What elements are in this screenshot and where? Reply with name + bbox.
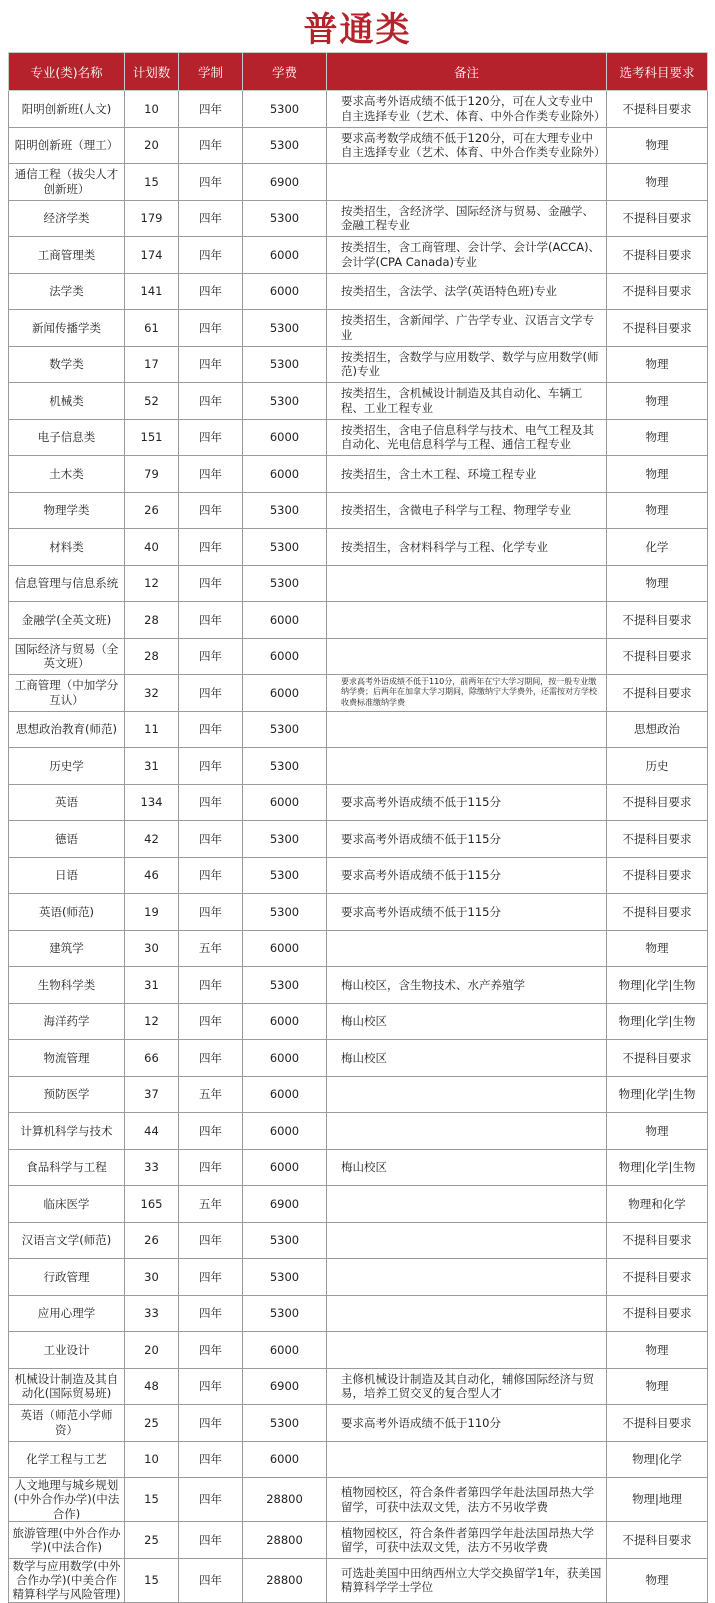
tuition-cell: 5300 xyxy=(243,748,327,785)
plan-count-cell: 19 xyxy=(125,894,179,931)
duration-cell: 四年 xyxy=(179,200,243,237)
subject-requirement-cell: 不提科目要求 xyxy=(607,602,708,639)
table-row xyxy=(9,529,708,566)
duration-cell: 四年 xyxy=(179,164,243,201)
note-cell: 按类招生，含经济学、国际经济与贸易、金融学、金融工程专业 xyxy=(327,200,607,237)
tuition-cell: 5300 xyxy=(243,967,327,1004)
note-cell: 按类招生，含微电子科学与工程、物理学专业 xyxy=(327,492,607,529)
duration-cell: 四年 xyxy=(179,675,243,712)
duration-cell: 四年 xyxy=(179,1259,243,1296)
plan-count-cell: 12 xyxy=(125,565,179,602)
note-cell: 要求高考外语成绩不低于115分 xyxy=(327,857,607,894)
duration-cell: 四年 xyxy=(179,1003,243,1040)
plan-count-cell: 25 xyxy=(125,1522,179,1559)
tuition-cell: 6000 xyxy=(243,1332,327,1369)
tuition-cell: 6900 xyxy=(243,1186,327,1223)
table-row xyxy=(9,602,708,639)
note-cell xyxy=(327,565,607,602)
table-row xyxy=(9,1558,708,1602)
note-cell: 植物园校区，符合条件者第四学年赴法国昂热大学留学，可获中法双文凭，法方不另收学费 xyxy=(327,1522,607,1559)
subject-requirement-cell: 不提科目要求 xyxy=(607,200,708,237)
tuition-cell: 6900 xyxy=(243,1368,327,1405)
tuition-cell: 6000 xyxy=(243,419,327,456)
table-row xyxy=(9,237,708,274)
note-cell xyxy=(327,602,607,639)
subject-requirement-cell: 物理 xyxy=(607,1368,708,1405)
tuition-cell: 6000 xyxy=(243,602,327,639)
duration-cell: 五年 xyxy=(179,1186,243,1223)
duration-cell: 四年 xyxy=(179,456,243,493)
tuition-cell: 6000 xyxy=(243,1149,327,1186)
plan-count-cell: 151 xyxy=(125,419,179,456)
note-cell: 按类招生，含机械设计制造及其自动化、车辆工程、工业工程专业 xyxy=(327,383,607,420)
tuition-cell: 28800 xyxy=(243,1558,327,1602)
subject-requirement-cell: 物理 xyxy=(607,346,708,383)
major-name-cell: 法学类 xyxy=(9,273,125,310)
tuition-cell: 6000 xyxy=(243,1441,327,1478)
major-name-cell: 化学工程与工艺 xyxy=(9,1441,125,1478)
subject-requirement-cell: 物理和化学 xyxy=(607,1186,708,1223)
subject-requirement-cell: 物理 xyxy=(607,1558,708,1602)
subject-requirement-cell: 化学 xyxy=(607,529,708,566)
note-cell: 按类招生，含数学与应用数学、数学与应用数学(师范)专业 xyxy=(327,346,607,383)
major-name-cell: 阳明创新班(人文) xyxy=(9,91,125,128)
plan-count-cell: 134 xyxy=(125,784,179,821)
table-row xyxy=(9,1478,708,1522)
table-row xyxy=(9,310,708,347)
table-row xyxy=(9,383,708,420)
major-name-cell: 临床医学 xyxy=(9,1186,125,1223)
table-row xyxy=(9,748,708,785)
major-name-cell: 应用心理学 xyxy=(9,1295,125,1332)
tuition-cell: 6000 xyxy=(243,1040,327,1077)
tuition-cell: 6000 xyxy=(243,1113,327,1150)
duration-cell: 四年 xyxy=(179,1558,243,1602)
major-name-cell: 工商管理类 xyxy=(9,237,125,274)
plan-count-cell: 44 xyxy=(125,1113,179,1150)
note-cell: 要求高考外语成绩不低于115分 xyxy=(327,821,607,858)
plan-count-cell: 32 xyxy=(125,675,179,712)
major-name-cell: 生物科学类 xyxy=(9,967,125,1004)
duration-cell: 四年 xyxy=(179,1149,243,1186)
table-row xyxy=(9,164,708,201)
tuition-cell: 5300 xyxy=(243,1295,327,1332)
plan-count-cell: 174 xyxy=(125,237,179,274)
major-name-cell: 旅游管理(中外合作办学)(中法合作) xyxy=(9,1522,125,1559)
header-fee: 学费 xyxy=(243,53,327,91)
tuition-cell: 6900 xyxy=(243,164,327,201)
table-row xyxy=(9,1441,708,1478)
subject-requirement-cell: 不提科目要求 xyxy=(607,237,708,274)
table-row xyxy=(9,346,708,383)
page-title: 普通类 xyxy=(303,9,412,50)
major-name-cell: 国际经济与贸易（全英文班） xyxy=(9,638,125,675)
subject-requirement-cell: 物理|化学 xyxy=(607,1441,708,1478)
major-name-cell: 物理学类 xyxy=(9,492,125,529)
table-row xyxy=(9,565,708,602)
table-row xyxy=(9,857,708,894)
major-name-cell: 电子信息类 xyxy=(9,419,125,456)
note-cell: 按类招生，含工商管理、会计学、会计学(ACCA)、会计学(CPA Canada)专业 xyxy=(327,237,607,274)
table-row xyxy=(9,1040,708,1077)
table-header-row xyxy=(9,53,708,91)
table-row xyxy=(9,1295,708,1332)
note-cell: 梅山校区，含生物技术、水产养殖学 xyxy=(327,967,607,1004)
subject-requirement-cell: 历史 xyxy=(607,748,708,785)
tuition-cell: 5300 xyxy=(243,1259,327,1296)
plan-count-cell: 31 xyxy=(125,748,179,785)
plan-count-cell: 11 xyxy=(125,711,179,748)
major-name-cell: 历史学 xyxy=(9,748,125,785)
duration-cell: 四年 xyxy=(179,748,243,785)
note-cell: 要求高考外语成绩不低于110分，前两年在宁大学习期间，按一般专业缴纳学费；后两年在加拿大学习期间，除缴纳宁大学费外，还需按对方学校收费标准缴纳学费 xyxy=(327,675,607,712)
table-row xyxy=(9,91,708,128)
header-note: 备注 xyxy=(327,53,607,91)
plan-count-cell: 26 xyxy=(125,492,179,529)
note-cell xyxy=(327,1186,607,1223)
subject-requirement-cell: 物理 xyxy=(607,164,708,201)
table-row xyxy=(9,930,708,967)
major-name-cell: 阳明创新班（理工） xyxy=(9,127,125,164)
subject-requirement-cell: 思想政治 xyxy=(607,711,708,748)
major-name-cell: 思想政治教育(师范) xyxy=(9,711,125,748)
duration-cell: 四年 xyxy=(179,1405,243,1442)
table-row xyxy=(9,784,708,821)
plan-count-cell: 179 xyxy=(125,200,179,237)
note-cell: 梅山校区 xyxy=(327,1040,607,1077)
plan-count-cell: 30 xyxy=(125,930,179,967)
plan-count-cell: 10 xyxy=(125,91,179,128)
table-row xyxy=(9,1186,708,1223)
plan-count-cell: 33 xyxy=(125,1295,179,1332)
plan-count-cell: 15 xyxy=(125,1478,179,1522)
note-cell: 要求高考外语成绩不低于110分 xyxy=(327,1405,607,1442)
major-name-cell: 汉语言文学(师范) xyxy=(9,1222,125,1259)
table-row xyxy=(9,1332,708,1369)
duration-cell: 四年 xyxy=(179,127,243,164)
duration-cell: 四年 xyxy=(179,857,243,894)
plan-count-cell: 52 xyxy=(125,383,179,420)
plan-count-cell: 33 xyxy=(125,1149,179,1186)
subject-requirement-cell: 不提科目要求 xyxy=(607,821,708,858)
major-name-cell: 英语 xyxy=(9,784,125,821)
table-row xyxy=(9,492,708,529)
table-row xyxy=(9,273,708,310)
major-name-cell: 建筑学 xyxy=(9,930,125,967)
plan-count-cell: 25 xyxy=(125,1405,179,1442)
major-name-cell: 通信工程（拔尖人才创新班） xyxy=(9,164,125,201)
tuition-cell: 5300 xyxy=(243,711,327,748)
tuition-cell: 5300 xyxy=(243,565,327,602)
plan-count-cell: 165 xyxy=(125,1186,179,1223)
major-name-cell: 数学与应用数学(中外合作办学)(中美合作精算科学与风险管理) xyxy=(9,1558,125,1602)
tuition-cell: 6000 xyxy=(243,456,327,493)
plan-count-cell: 46 xyxy=(125,857,179,894)
major-name-cell: 日语 xyxy=(9,857,125,894)
note-cell xyxy=(327,711,607,748)
table-row xyxy=(9,821,708,858)
note-cell: 按类招生，含土木工程、环境工程专业 xyxy=(327,456,607,493)
major-name-cell: 金融学(全英文班) xyxy=(9,602,125,639)
duration-cell: 四年 xyxy=(179,237,243,274)
header-plan: 计划数 xyxy=(125,53,179,91)
subject-requirement-cell: 不提科目要求 xyxy=(607,1522,708,1559)
duration-cell: 五年 xyxy=(179,1076,243,1113)
subject-requirement-cell: 物理 xyxy=(607,419,708,456)
table-row xyxy=(9,200,708,237)
plan-count-cell: 28 xyxy=(125,602,179,639)
note-cell xyxy=(327,164,607,201)
note-cell xyxy=(327,1332,607,1369)
plan-count-cell: 20 xyxy=(125,1332,179,1369)
plan-count-cell: 12 xyxy=(125,1003,179,1040)
note-cell: 要求高考外语成绩不低于115分 xyxy=(327,784,607,821)
duration-cell: 四年 xyxy=(179,1295,243,1332)
subject-requirement-cell: 不提科目要求 xyxy=(607,310,708,347)
tuition-cell: 6000 xyxy=(243,930,327,967)
note-cell: 可选赴美国中田纳西州立大学交换留学1年，获美国精算科学学士学位 xyxy=(327,1558,607,1602)
tuition-cell: 5300 xyxy=(243,1222,327,1259)
duration-cell: 四年 xyxy=(179,1222,243,1259)
tuition-cell: 6000 xyxy=(243,784,327,821)
duration-cell: 四年 xyxy=(179,821,243,858)
major-name-cell: 机械设计制造及其自动化(国际贸易班) xyxy=(9,1368,125,1405)
duration-cell: 四年 xyxy=(179,419,243,456)
duration-cell: 四年 xyxy=(179,1040,243,1077)
tuition-cell: 5300 xyxy=(243,857,327,894)
subject-requirement-cell: 物理|化学|生物 xyxy=(607,967,708,1004)
plan-count-cell: 37 xyxy=(125,1076,179,1113)
plan-count-cell: 17 xyxy=(125,346,179,383)
tuition-cell: 6000 xyxy=(243,237,327,274)
major-name-cell: 信息管理与信息系统 xyxy=(9,565,125,602)
tuition-cell: 28800 xyxy=(243,1478,327,1522)
table-row xyxy=(9,1222,708,1259)
note-cell: 按类招生，含新闻学、广告学专业、汉语言文学专业 xyxy=(327,310,607,347)
duration-cell: 四年 xyxy=(179,529,243,566)
subject-requirement-cell: 不提科目要求 xyxy=(607,638,708,675)
duration-cell: 五年 xyxy=(179,930,243,967)
plan-count-cell: 141 xyxy=(125,273,179,310)
subject-requirement-cell: 物理|地理 xyxy=(607,1478,708,1522)
note-cell xyxy=(327,930,607,967)
subject-requirement-cell: 物理 xyxy=(607,1332,708,1369)
subject-requirement-cell: 物理|化学|生物 xyxy=(607,1003,708,1040)
major-name-cell: 行政管理 xyxy=(9,1259,125,1296)
note-cell xyxy=(327,1441,607,1478)
tuition-cell: 5300 xyxy=(243,821,327,858)
duration-cell: 四年 xyxy=(179,565,243,602)
plan-count-cell: 20 xyxy=(125,127,179,164)
table-row xyxy=(9,1405,708,1442)
note-cell: 按类招生，含法学、法学(英语特色班)专业 xyxy=(327,273,607,310)
tuition-cell: 6000 xyxy=(243,1003,327,1040)
subject-requirement-cell: 不提科目要求 xyxy=(607,1040,708,1077)
major-name-cell: 海洋药学 xyxy=(9,1003,125,1040)
tuition-cell: 5300 xyxy=(243,529,327,566)
subject-requirement-cell: 不提科目要求 xyxy=(607,273,708,310)
tuition-cell: 5300 xyxy=(243,1405,327,1442)
plan-count-cell: 15 xyxy=(125,1558,179,1602)
major-name-cell: 材料类 xyxy=(9,529,125,566)
duration-cell: 四年 xyxy=(179,1332,243,1369)
table-body xyxy=(9,91,708,1603)
note-cell xyxy=(327,1076,607,1113)
tuition-cell: 6000 xyxy=(243,675,327,712)
plan-count-cell: 66 xyxy=(125,1040,179,1077)
plan-count-cell: 61 xyxy=(125,310,179,347)
tuition-cell: 5300 xyxy=(243,127,327,164)
table-row xyxy=(9,1076,708,1113)
header-name: 专业(类)名称 xyxy=(9,53,125,91)
tuition-cell: 6000 xyxy=(243,638,327,675)
major-name-cell: 工商管理（中加学分互认） xyxy=(9,675,125,712)
note-cell: 要求高考外语成绩不低于115分 xyxy=(327,894,607,931)
plan-count-cell: 31 xyxy=(125,967,179,1004)
duration-cell: 四年 xyxy=(179,784,243,821)
subject-requirement-cell: 物理 xyxy=(607,456,708,493)
major-name-cell: 英语（师范小学师资） xyxy=(9,1405,125,1442)
plan-count-cell: 28 xyxy=(125,638,179,675)
duration-cell: 四年 xyxy=(179,1522,243,1559)
subject-requirement-cell: 物理 xyxy=(607,492,708,529)
plan-count-cell: 15 xyxy=(125,164,179,201)
duration-cell: 四年 xyxy=(179,894,243,931)
subject-requirement-cell: 物理 xyxy=(607,383,708,420)
tuition-cell: 5300 xyxy=(243,492,327,529)
tuition-cell: 28800 xyxy=(243,1522,327,1559)
admission-plan-table xyxy=(8,52,708,1603)
tuition-cell: 5300 xyxy=(243,200,327,237)
subject-requirement-cell: 不提科目要求 xyxy=(607,784,708,821)
subject-requirement-cell: 不提科目要求 xyxy=(607,1405,708,1442)
duration-cell: 四年 xyxy=(179,346,243,383)
major-name-cell: 经济学类 xyxy=(9,200,125,237)
tuition-cell: 5300 xyxy=(243,91,327,128)
tuition-cell: 6000 xyxy=(243,1076,327,1113)
major-name-cell: 英语(师范) xyxy=(9,894,125,931)
subject-requirement-cell: 物理 xyxy=(607,930,708,967)
plan-count-cell: 79 xyxy=(125,456,179,493)
table-row xyxy=(9,638,708,675)
subject-requirement-cell: 不提科目要求 xyxy=(607,91,708,128)
table-row xyxy=(9,894,708,931)
table-row xyxy=(9,675,708,712)
subject-requirement-cell: 不提科目要求 xyxy=(607,1222,708,1259)
subject-requirement-cell: 不提科目要求 xyxy=(607,1259,708,1296)
duration-cell: 四年 xyxy=(179,638,243,675)
note-cell xyxy=(327,638,607,675)
note-cell xyxy=(327,1295,607,1332)
major-name-cell: 新闻传播学类 xyxy=(9,310,125,347)
tuition-cell: 5300 xyxy=(243,383,327,420)
note-cell xyxy=(327,1259,607,1296)
table-row xyxy=(9,967,708,1004)
title-bar xyxy=(0,0,715,52)
duration-cell: 四年 xyxy=(179,1113,243,1150)
subject-requirement-cell: 不提科目要求 xyxy=(607,894,708,931)
major-name-cell: 土木类 xyxy=(9,456,125,493)
plan-count-cell: 30 xyxy=(125,1259,179,1296)
note-cell: 梅山校区 xyxy=(327,1149,607,1186)
duration-cell: 四年 xyxy=(179,1441,243,1478)
duration-cell: 四年 xyxy=(179,492,243,529)
duration-cell: 四年 xyxy=(179,91,243,128)
table-row xyxy=(9,1259,708,1296)
major-name-cell: 机械类 xyxy=(9,383,125,420)
major-name-cell: 德语 xyxy=(9,821,125,858)
table-row xyxy=(9,419,708,456)
major-name-cell: 数学类 xyxy=(9,346,125,383)
tuition-cell: 5300 xyxy=(243,346,327,383)
plan-count-cell: 48 xyxy=(125,1368,179,1405)
major-name-cell: 人文地理与城乡规划(中外合作办学)(中法合作) xyxy=(9,1478,125,1522)
note-cell: 要求高考外语成绩不低于120分，可在人文专业中自主选择专业（艺术、体育、中外合作类专业除外） xyxy=(327,91,607,128)
header-years: 学制 xyxy=(179,53,243,91)
note-cell: 主修机械设计制造及其自动化，辅修国际经济与贸易，培养工贸交叉的复合型人才 xyxy=(327,1368,607,1405)
subject-requirement-cell: 物理 xyxy=(607,1113,708,1150)
subject-requirement-cell: 物理 xyxy=(607,565,708,602)
duration-cell: 四年 xyxy=(179,273,243,310)
duration-cell: 四年 xyxy=(179,711,243,748)
subject-requirement-cell: 不提科目要求 xyxy=(607,857,708,894)
duration-cell: 四年 xyxy=(179,967,243,1004)
note-cell xyxy=(327,1222,607,1259)
tuition-cell: 6000 xyxy=(243,273,327,310)
table-row xyxy=(9,456,708,493)
table-row xyxy=(9,1113,708,1150)
duration-cell: 四年 xyxy=(179,1478,243,1522)
note-cell xyxy=(327,1113,607,1150)
subject-requirement-cell: 物理|化学|生物 xyxy=(607,1149,708,1186)
duration-cell: 四年 xyxy=(179,310,243,347)
plan-count-cell: 42 xyxy=(125,821,179,858)
major-name-cell: 食品科学与工程 xyxy=(9,1149,125,1186)
subject-requirement-cell: 物理 xyxy=(607,127,708,164)
subject-requirement-cell: 物理|化学|生物 xyxy=(607,1076,708,1113)
plan-count-cell: 10 xyxy=(125,1441,179,1478)
subject-requirement-cell: 不提科目要求 xyxy=(607,1295,708,1332)
note-cell: 植物园校区，符合条件者第四学年赴法国昂热大学留学，可获中法双文凭，法方不另收学费 xyxy=(327,1478,607,1522)
major-name-cell: 计算机科学与技术 xyxy=(9,1113,125,1150)
table-row xyxy=(9,1368,708,1405)
plan-count-cell: 40 xyxy=(125,529,179,566)
major-name-cell: 工业设计 xyxy=(9,1332,125,1369)
header-subject-req: 选考科目要求 xyxy=(607,53,708,91)
duration-cell: 四年 xyxy=(179,1368,243,1405)
note-cell: 按类招生，含电子信息科学与技术、电气工程及其自动化、光电信息科学与工程、通信工程专业 xyxy=(327,419,607,456)
note-cell: 按类招生，含材料科学与工程、化学专业 xyxy=(327,529,607,566)
subject-requirement-cell: 不提科目要求 xyxy=(607,675,708,712)
major-name-cell: 预防医学 xyxy=(9,1076,125,1113)
plan-count-cell: 26 xyxy=(125,1222,179,1259)
tuition-cell: 5300 xyxy=(243,894,327,931)
duration-cell: 四年 xyxy=(179,602,243,639)
table-row xyxy=(9,1003,708,1040)
table-row xyxy=(9,1522,708,1559)
major-name-cell: 物流管理 xyxy=(9,1040,125,1077)
note-cell xyxy=(327,748,607,785)
tuition-cell: 5300 xyxy=(243,310,327,347)
note-cell: 要求高考数学成绩不低于120分，可在大理专业中自主选择专业（艺术、体育、中外合作类专业除外） xyxy=(327,127,607,164)
duration-cell: 四年 xyxy=(179,383,243,420)
note-cell: 梅山校区 xyxy=(327,1003,607,1040)
table-row xyxy=(9,711,708,748)
table-row xyxy=(9,1149,708,1186)
table-row xyxy=(9,127,708,164)
